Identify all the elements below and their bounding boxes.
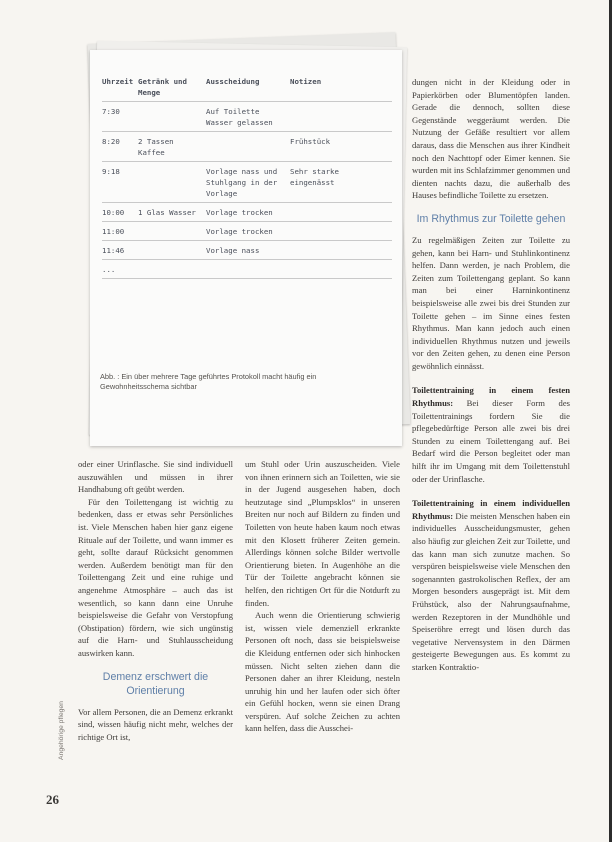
paragraph: Auch wenn die Orientierung schwierig ist, wissen viele demenziell erkrankte Personen oft noch, dass sie beispielsweise die Kleidung entfernen oder sich hinhocken müssen. Nicht selten ziehen dann die Personen daher an ihrer Kleidung, nesteln unruhig hin und her laufen oder sich öfter ein Gefühl hocken, wenn sie einen Drang verspüren. Auf solche Zeichen zu achten kann helfen, dass die Ausschei- [245, 610, 400, 734]
text-column-right [412, 76, 570, 674]
sidebar-text: Angehörige pflegen [58, 701, 65, 760]
protocol-cell [290, 207, 360, 218]
protocol-cell [290, 264, 360, 275]
protocol-cell [138, 166, 200, 199]
protocol-row [102, 203, 392, 222]
paragraph-text: Bei dieser Form des Toilettentrainings fordern Sie die pflegebedürftige Person alle zwei bis drei Stunden zu einem Toilettengang auf. Bei Bedarf wird die Person begleitet oder man hilft ihr im Umgang mit dem Toilettenstuhl oder der Urinflasche. [412, 398, 570, 484]
protocol-cell: 2 Tassen Kaffee [138, 137, 174, 157]
paragraph: um Stuhl oder Urin auszuscheiden. Viele von ihnen erinnern sich an Toiletten, wie sie in der Jugend ausgesehen haben, doch heutzutage sind „Plumpsklos“ in unseren Breiten nur noch auf Bildern zu finden und Toiletten von heute haben kaum noch etwas mit den Klosett früherer Zeiten gemein. Allerdings können solche Bilder wertvolle Orientierung bieten. In Augenhöhe an die Tür der Toilette angebracht können sie helfen, den richtigen Ort für die Notdurft zu finden. [245, 459, 400, 608]
protocol-row [102, 260, 392, 279]
protocol-cell [138, 226, 200, 237]
protocol-cell: 8:20 [102, 137, 120, 146]
text-column-left [78, 458, 233, 743]
protocol-header-drink: Getränk und Menge [138, 77, 187, 97]
protocol-cell: 7:30 [102, 107, 120, 116]
protocol-row [102, 241, 392, 260]
paragraph-lead: Toilettentraining in einem individuellen Rhythmus: [412, 498, 570, 521]
protocol-row [102, 132, 392, 162]
protocol-cell: Frühstück [290, 137, 331, 146]
protocol-cell: 1 Glas Wasser [138, 208, 196, 217]
paragraph: oder einer Urinflasche. Sie sind individuell auszuwählen und müssen in ihrer Handhabung oft geübt werden. [78, 459, 233, 495]
paragraph-lead: Toilettentraining in einem festen Rhythmus: [412, 385, 570, 409]
protocol-header-row [102, 72, 392, 102]
protocol-sheet [90, 50, 402, 446]
protocol-cell [206, 264, 284, 275]
protocol-row [102, 162, 392, 203]
protocol-header-excretion: Ausscheidung [206, 77, 260, 86]
section-heading: Im Rhythmus zur Toilette gehen [416, 212, 566, 225]
protocol-header-time: Uhrzeit [102, 77, 134, 86]
running-sidebar [58, 620, 72, 760]
paragraph: Für den Toilettengang ist wichtig zu bedenken, dass er etwas sehr Persönliches ist. Viele Menschen haben hier ganz eigene Rituale auf der Toilette, und wann immer es geht, sollte darauf Rücksicht genommen werden. Außerdem benötigt man für den Toilettengang Zeit und eine ruhige und angenehme Atmosphäre – auch das ist wesentlich, so kann dann eine Unruhe beispielsweise die Gefahr von Verstopfung (Obstipation) fördern, wie sich ungünstig auf die Harn- und Stuhlausscheidung auswirken kann. [78, 496, 233, 658]
protocol-cell [138, 106, 200, 128]
protocol-cell [290, 226, 360, 237]
protocol-row [102, 102, 392, 132]
section-heading: Demenz erschwert die Orientierung [102, 670, 209, 697]
paragraph: dungen nicht in der Kleidung oder in Papierkörben oder Blumentöpfen landen. Gerade die dennoch, sollten diese Gegenstände weggeräumt werden. Die Nutzung der Gefäße resultiert vor allem daraus, dass die Menschen aus ihrer Kindheit noch den Nachttopf oder Eimer kennen. Sie wurden mit ins Schlafzimmer genommen und dienten nachts dazu, die außerhalb des Hauses befindliche Toilette zu ersetzen. [412, 77, 570, 201]
protocol-cell: Vorlage trocken [206, 208, 273, 217]
protocol-cell [206, 136, 284, 158]
figure-caption: Abb. : Ein über mehrere Tage geführtes Protokoll macht häufig ein Gewohnheitsschema sichtbar [100, 372, 317, 391]
protocol-row [102, 222, 392, 241]
protocol-cell: 9:18 [102, 167, 120, 176]
protocol-header-notes: Notizen [290, 77, 322, 86]
text-column-middle [245, 458, 400, 735]
protocol-table [102, 72, 392, 279]
protocol-cell [138, 245, 200, 256]
page-number: 26 [46, 792, 59, 807]
protocol-cell: Vorlage nass [206, 246, 260, 255]
protocol-cell: Vorlage trocken [206, 227, 273, 236]
paragraph [412, 384, 570, 485]
protocol-cell: Auf Toilette Wasser gelassen [206, 107, 273, 127]
paragraph [412, 497, 570, 673]
protocol-cell: 11:46 [102, 246, 125, 255]
protocol-cell [290, 245, 360, 256]
protocol-cell: Vorlage nass und Stuhlgang in der Vorlage [206, 167, 278, 198]
paragraph: Zu regelmäßigen Zeiten zur Toilette zu gehen, kann bei Harn- und Stuhlinkontinenz helfen. Dann werden, je nach Problem, die Zeiten zum Toilettengang geplant. So kann man bei einer Harninkontinenz beispielsweise alle zwei bis drei Stunden zur Toilette gehen – im Sinne eines festen Rhythmus. Man kann jedoch auch einen individuellen Rhythmus nutzen und jeweils vor den Zeiten gehen, zu denen eine Person gewöhnlich einnässt. [412, 234, 570, 371]
protocol-cell: Sehr starke eingenässt [290, 167, 339, 187]
paragraph-text: Die meisten Menschen haben ein individuelles Ausscheidungsmuster, gehen also häufig zur gleichen Zeit zur Toilette, und das kann man sich zunutze machen. So verspüren beispielsweise viele Menschen den sogenannten gastrokolischen Reflex, der am Morgen besonders ausgeprägt ist. Mit dem Frühstück, also der Nahrungsaufnahme, werden Rezeptoren in der Mundhöhle und Speiseröhre erregt und lösen durch das vegetative Nervensystem in den Därmen gesteigerte Bewegungen aus. Es kommt zu starken Kontraktio- [412, 510, 570, 672]
protocol-cell: 11:00 [102, 227, 125, 236]
protocol-cell: 10:00 [102, 208, 125, 217]
protocol-cell [290, 106, 360, 128]
paragraph: Vor allem Personen, die an Demenz erkrankt sind, wissen häufig nicht mehr, welches der richtige Ort ist, [78, 706, 233, 742]
protocol-cell [138, 264, 200, 275]
protocol-cell: ... [102, 265, 116, 274]
